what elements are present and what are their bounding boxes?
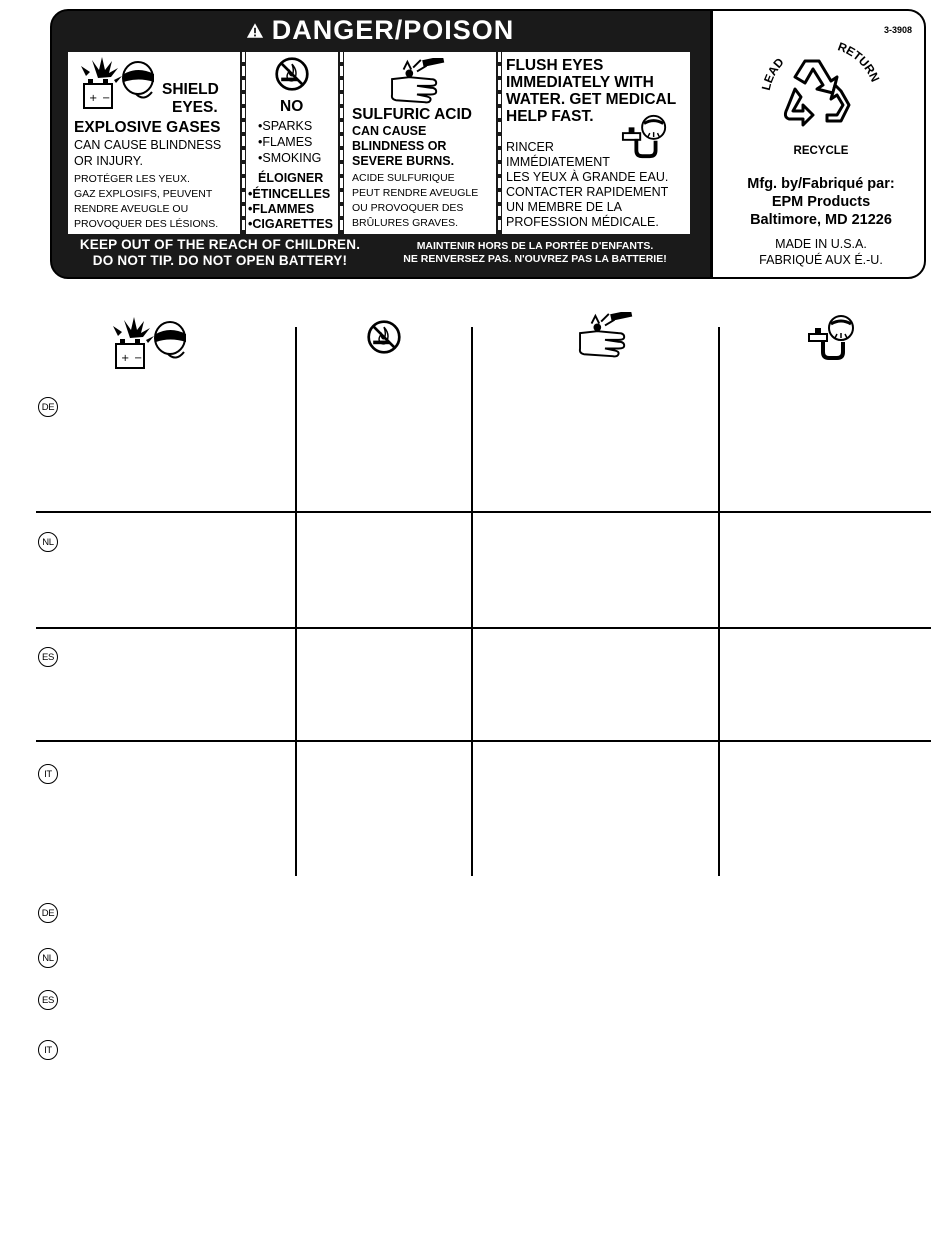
shield-eyes-panel xyxy=(68,52,240,234)
explosion-goggles-icon xyxy=(78,56,158,114)
no-smoking-icon xyxy=(274,56,310,92)
shield-fr-4: PROVOQUER DES LÉSIONS. xyxy=(74,218,219,230)
acid-heading: SULFURIC ACID xyxy=(352,106,472,123)
recycle-panel xyxy=(710,11,926,277)
grid-no-smoking-icon xyxy=(366,319,402,355)
mfg-line-1: Mfg. by/Fabriqué par: xyxy=(747,176,895,192)
no-fr-item-2: •FLAMMES xyxy=(248,202,315,216)
acid-fr-3: OU PROVOQUER DES xyxy=(352,202,464,214)
no-item-3: •SMOKING xyxy=(258,151,322,165)
grid-column-divider-1 xyxy=(295,327,297,876)
no-fr-item-1: •ÉTINCELLES xyxy=(248,187,331,201)
flush-heading-1: FLUSH EYES xyxy=(506,57,604,74)
recycle-label: RECYCLE xyxy=(793,145,849,157)
separator-2 xyxy=(340,52,343,234)
grid-lang-badge-es: ES xyxy=(38,647,58,667)
warning-english xyxy=(60,237,380,268)
shield-fr-1: PROTÉGER LES YEUX. xyxy=(74,173,190,185)
footer-lang-badge-it: IT xyxy=(38,1040,58,1060)
no-fr-heading: ÉLOIGNER xyxy=(258,171,324,185)
flush-heading-2: IMMEDIATELY WITH xyxy=(506,74,654,91)
grid-lang-badge-nl: NL xyxy=(38,532,58,552)
footer-lang-badge-nl: NL xyxy=(38,948,58,968)
no-fr-item-3: •CIGARETTES xyxy=(248,217,333,231)
made-line-1: MADE IN U.S.A. xyxy=(775,237,867,251)
no-heading: NO xyxy=(280,98,304,115)
separator-1 xyxy=(242,52,245,234)
shield-fr-2: GAZ EXPLOSIFS, PEUVENT xyxy=(74,188,213,200)
shield-heading-1: SHIELD xyxy=(162,81,219,98)
flush-fr-4: CONTACTER RAPIDEMENT xyxy=(506,185,669,199)
grid-eye-wash-icon xyxy=(806,312,858,362)
no-flames-panel xyxy=(246,52,338,234)
flush-heading-3: WATER. GET MEDICAL xyxy=(506,91,677,108)
acid-line-3: SEVERE BURNS. xyxy=(352,154,455,168)
acid-fr-2: PEUT RENDRE AVEUGLE xyxy=(352,187,479,199)
flush-heading-4: HELP FAST. xyxy=(506,108,594,125)
arc-right-text: RETURN xyxy=(835,41,883,85)
made-line-2: FABRIQUÉ AUX É.-U. xyxy=(759,252,883,267)
shield-heading-2: EYES. xyxy=(172,99,218,116)
grid-column-divider-3 xyxy=(718,327,720,876)
mfg-line-3: Baltimore, MD 21226 xyxy=(750,212,892,229)
flush-eyes-panel xyxy=(502,52,690,234)
sulfuric-acid-panel xyxy=(344,52,496,234)
flush-fr-2: IMMÉDIATEMENT xyxy=(506,155,610,169)
grid-row-divider-3 xyxy=(36,740,931,742)
label-code: 3-3908 xyxy=(883,25,912,35)
footer-lang-badge-de: DE xyxy=(38,903,58,923)
flush-fr-3: LES YEUX À GRANDE EAU. xyxy=(506,170,669,184)
shield-line-1: CAN CAUSE BLINDNESS xyxy=(74,138,222,152)
title-text: DANGER/POISON xyxy=(271,14,515,45)
footer-lang-badge-es: ES xyxy=(38,990,58,1010)
explosive-gases-heading: EXPLOSIVE GASES xyxy=(74,119,221,136)
grid-column-divider-2 xyxy=(471,327,473,876)
grid-row-divider-1 xyxy=(36,511,931,513)
grid-lang-badge-it: IT xyxy=(38,764,58,784)
manufacturer-info xyxy=(713,175,926,229)
flush-fr-5: UN MEMBRE DE LA xyxy=(506,200,622,214)
label-title xyxy=(52,13,708,47)
flush-fr-6: PROFESSION MÉDICALE. xyxy=(506,215,659,229)
warning-triangle-icon xyxy=(246,22,264,39)
grid-row-divider-2 xyxy=(36,627,931,629)
acid-line-1: CAN CAUSE xyxy=(352,124,427,138)
warning-fr-line-1: MAINTENIR HORS DE LA PORTÉE D'ENFANTS. xyxy=(416,240,654,252)
flush-fr-1: RINCER xyxy=(506,140,554,154)
acid-fr-4: BRÛLURES GRAVES. xyxy=(352,217,458,229)
no-item-1: •SPARKS xyxy=(258,119,313,133)
acid-hand-icon xyxy=(388,58,446,106)
grid-lang-badge-de: DE xyxy=(38,397,58,417)
acid-fr-1: ACIDE SULFURIQUE xyxy=(352,172,455,184)
made-in xyxy=(713,237,926,268)
warning-french xyxy=(382,240,688,265)
warning-fr-line-2: NE RENVERSEZ PAS. N'OUVREZ PAS LA BATTERIE! xyxy=(403,252,667,265)
grid-acid-hand-icon xyxy=(576,312,634,360)
warning-en-line-2: DO NOT TIP. DO NOT OPEN BATTERY! xyxy=(92,252,348,268)
no-item-2: •FLAMES xyxy=(258,135,313,149)
warning-en-line-1: KEEP OUT OF THE REACH OF CHILDREN. xyxy=(79,237,361,252)
eye-wash-icon xyxy=(620,112,670,160)
acid-line-2: BLINDNESS OR xyxy=(352,139,447,153)
battery-warning-label xyxy=(50,9,926,279)
separator-3 xyxy=(498,52,501,234)
shield-line-2: OR INJURY. xyxy=(74,154,144,168)
grid-explosion-goggles-icon xyxy=(110,316,190,374)
arc-left-text: LEAD xyxy=(758,55,787,92)
recycle-icon xyxy=(749,41,893,145)
mfg-line-2: EPM Products xyxy=(771,194,871,211)
shield-fr-3: RENDRE AVEUGLE OU xyxy=(74,203,189,215)
